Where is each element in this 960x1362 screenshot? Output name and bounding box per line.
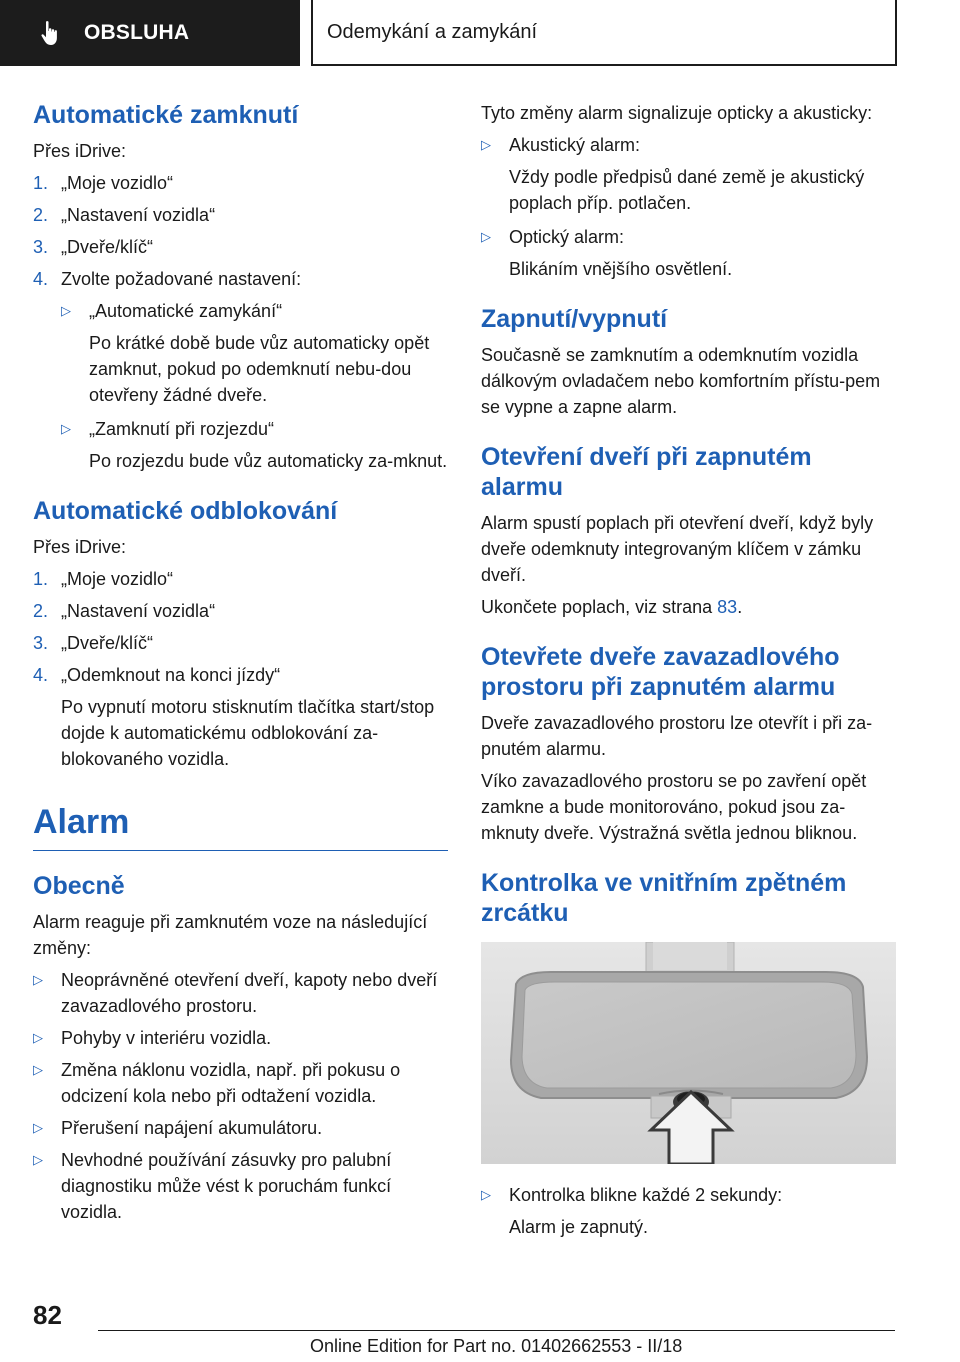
chapter-tab xyxy=(311,0,897,66)
list-item: ▷ Nevhodné používání zásuvky pro palubní diagnostiku může vést k poruchám funkcí vozidla. xyxy=(33,1147,448,1225)
list-item: ▷ „Automatické zamykání“ xyxy=(61,298,448,324)
trunk-text-1: Dveře zavazadlového prostoru lze otevřít i při za-pnutém alarmu. xyxy=(481,713,873,759)
doors-open-heading: Otevření dveří při zapnutém alarmu xyxy=(481,443,812,501)
option-description: Po krátké době bude vůz automaticky opět zamknut, pokud po odemknutí nebu-dou otevřeny žádné dveře. xyxy=(89,333,430,405)
footer-divider xyxy=(98,1330,895,1331)
triangle-bullet-icon: ▷ xyxy=(33,972,43,987)
triangle-bullet-icon: ▷ xyxy=(481,229,491,244)
edition-text: Online Edition for Part no. 01402662553 - II/18 xyxy=(310,1336,683,1356)
triangle-bullet-icon: ▷ xyxy=(61,421,71,436)
list-item: ▷ Přerušení napájení akumulátoru. xyxy=(33,1115,448,1141)
list-item: ▷ Neoprávněné otevření dveří, kapoty nebo dveří zavazadlového prostoru. xyxy=(33,967,448,1019)
signal-description: Vždy podle předpisů dané země je akustický poplach příp. potlačen. xyxy=(509,167,865,213)
triangle-bullet-icon: ▷ xyxy=(481,137,491,152)
indicator-heading: Kontrolka ve vnitřním zpětném zrcátku xyxy=(481,869,847,927)
alarm-heading: Alarm xyxy=(33,800,448,851)
list-item: 3. „Dveře/klíč“ xyxy=(33,633,154,653)
signal-intro: Tyto změny alarm signalizuje opticky a akusticky: xyxy=(481,103,873,123)
list-item: ▷ „Zamknutí při rozjezdu“ xyxy=(61,416,448,442)
triangle-bullet-icon: ▷ xyxy=(33,1062,43,1077)
list-item: 4. Zvolte požadované nastavení: xyxy=(33,269,302,289)
section-tab xyxy=(0,0,300,66)
list-item: ▷ Kontrolka blikne každé 2 sekundy: xyxy=(481,1182,896,1208)
general-intro: Alarm reaguje při zamknutém voze na následující změny: xyxy=(33,912,428,958)
indicator-description: Alarm je zapnutý. xyxy=(509,1217,649,1237)
end-alarm-text: Ukončete poplach, viz strana 83. xyxy=(481,597,743,617)
list-item: 2. „Nastavení vozidla“ xyxy=(33,205,216,225)
list-item: ▷ Optický alarm: xyxy=(481,224,896,250)
hand-pointer-icon xyxy=(40,20,62,46)
triangle-bullet-icon: ▷ xyxy=(33,1030,43,1045)
auto-unlock-intro: Přes iDrive: xyxy=(33,537,127,557)
triangle-bullet-icon: ▷ xyxy=(33,1120,43,1135)
triangle-bullet-icon: ▷ xyxy=(33,1152,43,1167)
section-label: OBSLUHA xyxy=(84,21,190,44)
auto-lock-heading: Automatické zamknutí xyxy=(33,101,299,129)
triangle-bullet-icon: ▷ xyxy=(61,303,71,318)
rearview-mirror-illustration xyxy=(481,942,896,1164)
list-item: 2. „Nastavení vozidla“ xyxy=(33,601,216,621)
general-heading: Obecně xyxy=(33,872,125,900)
list-item: 1. „Moje vozidlo“ xyxy=(33,569,174,589)
left-column xyxy=(33,100,448,1231)
signal-description: Blikáním vnějšího osvětlení. xyxy=(509,259,733,279)
list-item: ▷ Pohyby v interiéru vozidla. xyxy=(33,1025,448,1051)
option-description: Po rozjezdu bude vůz automaticky za-mknut. xyxy=(89,451,448,471)
step-description: Po vypnutí motoru stisknutím tlačítka start/stop dojde k automatickému odblokování za-blokovaného vozidla. xyxy=(61,697,435,769)
doors-open-text: Alarm spustí poplach při otevření dveří, když byly dveře odemknuty integrovaným klíčem v zámku dveří. xyxy=(481,513,874,585)
page-link[interactable]: 83 xyxy=(717,597,738,617)
list-item: 1. „Moje vozidlo“ xyxy=(33,173,174,193)
on-off-text: Současně se zamknutím a odemknutím vozidla dálkovým ovladačem nebo komfortním přístu-pem se vypne a zapne alarm. xyxy=(481,345,881,417)
on-off-heading: Zapnutí/vypnutí xyxy=(481,305,668,333)
trunk-text-2: Víko zavazadlového prostoru se po zavření opět zamkne a bude monitorováno, pokud jsou za-mknuty dveře. Výstražná světla jednou bliknou. xyxy=(481,771,867,843)
page-number: 82 xyxy=(33,1300,62,1330)
list-item: ▷ Akustický alarm: xyxy=(481,132,896,158)
auto-unlock-heading: Automatické odblokování xyxy=(33,497,338,525)
auto-lock-intro: Přes iDrive: xyxy=(33,141,127,161)
list-item: ▷ Změna náklonu vozidla, např. při pokusu o odcizení kola nebo při odtažení vozidla. xyxy=(33,1057,448,1109)
list-item: 3. „Dveře/klíč“ xyxy=(33,237,154,257)
right-column xyxy=(481,100,896,1248)
triangle-bullet-icon: ▷ xyxy=(481,1187,491,1202)
list-item: 4. „Odemknout na konci jízdy“ xyxy=(33,665,281,685)
page-header xyxy=(0,0,960,66)
trunk-heading: Otevřete dveře zavazadlového prostoru při zapnutém alarmu xyxy=(481,643,840,701)
chapter-title: Odemykání a zamykání xyxy=(327,20,538,43)
